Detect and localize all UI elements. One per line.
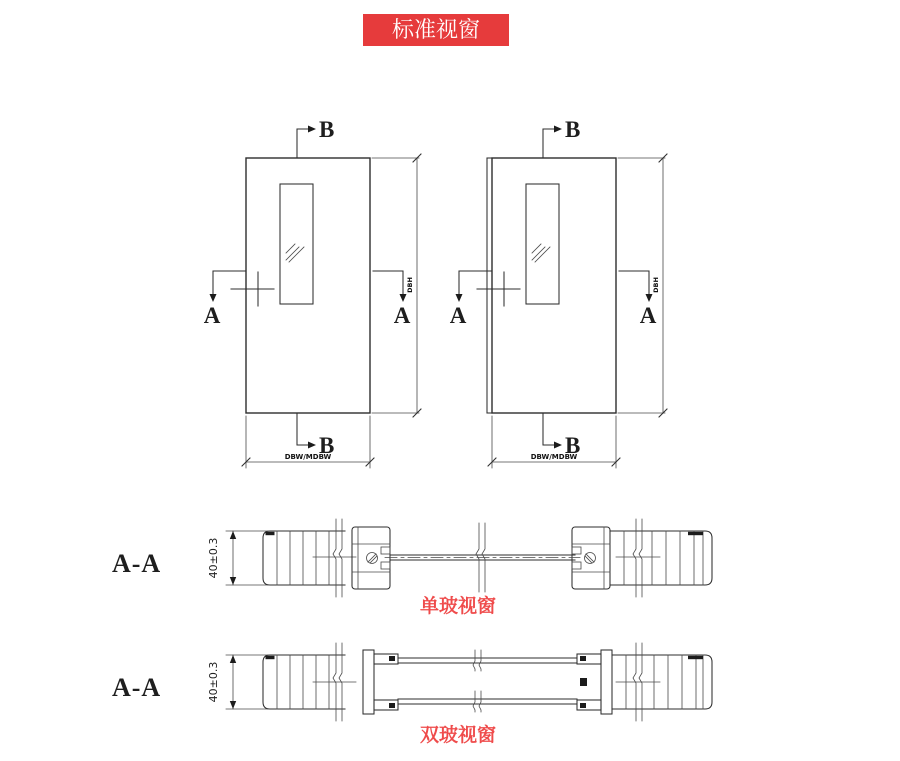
arrow-down-icon — [230, 577, 236, 585]
break-line — [479, 650, 481, 671]
frame-left — [363, 650, 398, 714]
thickness-dimension — [207, 531, 268, 585]
glass-double — [398, 650, 587, 712]
section-label: A-A — [112, 673, 162, 702]
arrow-down-icon — [230, 701, 236, 709]
caption-double-glass: 双玻视窗 — [419, 725, 497, 746]
break-line — [473, 650, 475, 671]
thickness-dimension — [207, 655, 268, 709]
panel-cap-mark — [688, 532, 703, 535]
door-elevation-right — [450, 117, 667, 468]
frame-right — [572, 527, 610, 589]
arrow-up-icon — [230, 655, 236, 663]
door-panel-right — [612, 643, 712, 721]
section-single-glass — [112, 519, 712, 617]
frame-gasket-mark — [580, 678, 587, 686]
door-right-edge-lines — [487, 158, 492, 413]
page-title: 标准视窗 — [391, 17, 481, 42]
glass-single — [385, 523, 580, 592]
title-banner — [363, 14, 509, 46]
door-elevation-left — [204, 117, 421, 468]
door-panel-left — [263, 531, 345, 585]
door-panel-right — [610, 519, 712, 597]
section-label: A-A — [112, 549, 162, 578]
frame-left — [352, 527, 390, 589]
break-line — [473, 691, 475, 712]
section-double-glass — [112, 643, 712, 746]
thickness-dim-label: 40±0.3 — [207, 661, 220, 703]
arrow-up-icon — [230, 531, 236, 539]
panel-cap-mark — [266, 532, 275, 535]
break-line — [479, 691, 481, 712]
panel-cap-mark — [688, 656, 703, 659]
caption-single-glass: 单玻视窗 — [419, 596, 497, 617]
thickness-dim-label: 40±0.3 — [207, 537, 220, 579]
panel-cap-mark — [266, 656, 275, 659]
